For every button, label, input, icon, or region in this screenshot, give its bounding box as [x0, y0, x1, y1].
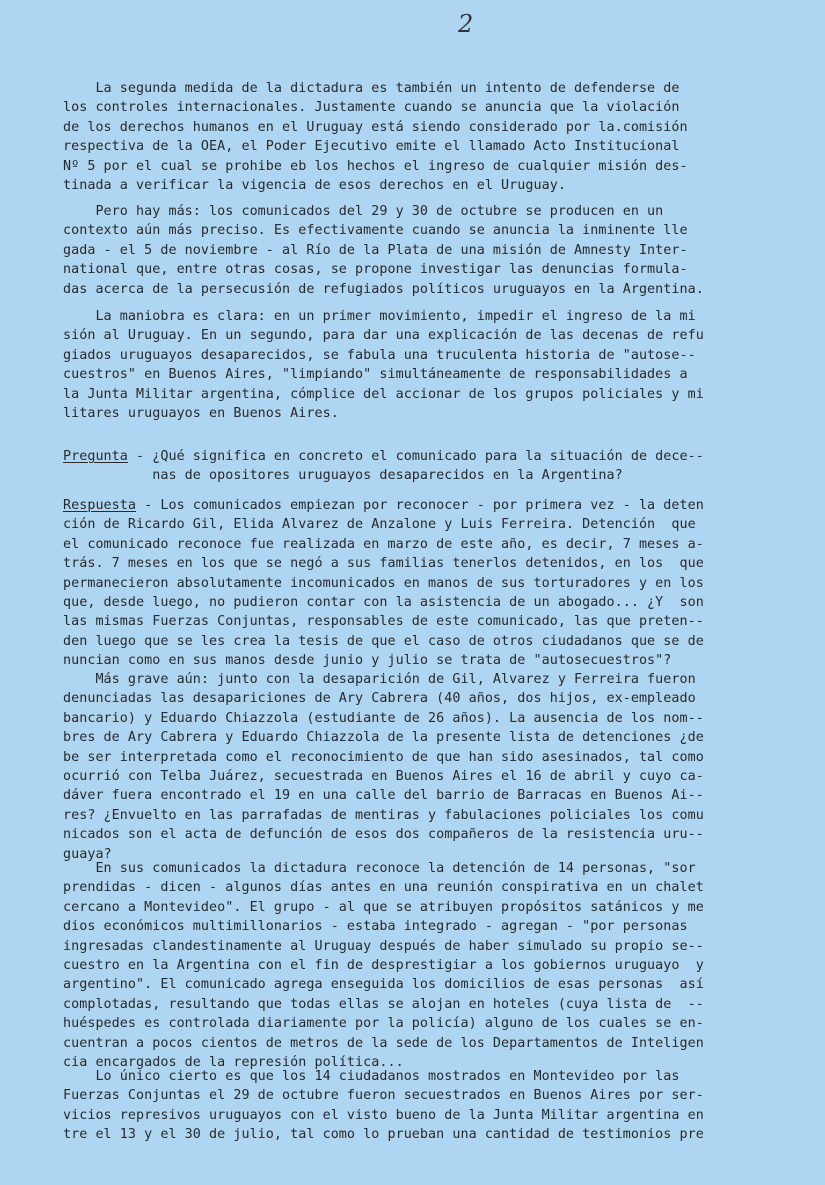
text-line: En sus comunicados la dictadura reconoce la detención de 14 personas, "sor	[63, 861, 696, 876]
text-line: bres de Ary Cabrera y Eduardo Chiazzola de la presente lista de detenciones ¿de	[63, 730, 704, 746]
text-line: la Junta Militar argentina, cómplice del accionar de los grupos policiales y mi	[63, 386, 704, 402]
question-text: - ¿Qué significa en concreto el comunicado para la situación de dece--	[127, 449, 704, 464]
text-line	[63, 447, 783, 466]
text-line: La segunda medida de la dictadura es también un intento de defenderse de	[63, 81, 680, 96]
text-line: national que, entre otras cosas, se propone investigar las denuncias formula-	[63, 262, 688, 278]
text-line: cuestros" en Buenos Aires, "limpiando" simultáneamente de responsabilidades a	[63, 367, 688, 383]
text-line: vicios represivos uruguayos con el visto bueno de la Junta Militar argentina en	[63, 1107, 704, 1123]
text-line: los controles internacionales. Justamente cuando se anuncia que la violación	[63, 100, 680, 116]
text-line: nas de opositores uruguayos desaparecidos en la Argentina?	[63, 468, 623, 484]
text-line: guaya?	[63, 846, 112, 862]
answer-block	[63, 496, 783, 671]
text-line: sión al Uruguay. En un segundo, para dar una explicación de las decenas de refu	[63, 328, 704, 344]
text-line: litares uruguayos en Buenos Aires.	[63, 405, 339, 421]
text-line: prendidas - dicen - algunos días antes en una reunión conspirativa en un chalet	[63, 880, 704, 896]
text-line: bancario) y Eduardo Chiazzola (estudiante de 26 años). La ausencia de los nom--	[63, 710, 704, 726]
paragraph-amnesty-mission	[63, 202, 783, 299]
text-line: cuentran a pocos cientos de metros de la sede de los Departamentos de Inteligen	[63, 1035, 704, 1051]
text-line: La maniobra es clara: en un primer movimiento, impedir el ingreso de la mi	[63, 309, 696, 324]
text-line: el comunicado reconoce fue realizada en marzo de este año, es decir, 7 meses a-	[63, 536, 704, 552]
paragraph-unico-cierto	[63, 1067, 783, 1145]
text-line: das acerca de la persecusión de refugiados políticos uruguayos en la Argentina.	[63, 281, 704, 297]
text-line: Pero hay más: los comunicados del 29 y 30 de octubre se producen en un	[63, 204, 664, 219]
text-line: ocurrió con Telba Juárez, secuestrada en Buenos Aires el 16 de abril y cuyo ca-	[63, 768, 704, 784]
text-line: res? ¿Envuelto en las parrafadas de mentiras y fabulaciones policiales los comu	[63, 807, 704, 823]
answer-label: Respuesta	[63, 498, 137, 513]
text-line	[63, 496, 783, 515]
question-label: Pregunta	[63, 449, 128, 464]
text-line: gada - el 5 de noviembre - al Río de la Plata de una misión de Amnesty Inter-	[63, 242, 688, 258]
text-line: tre el 13 y el 30 de julio, tal como lo prueban una cantidad de testimonios pre	[63, 1127, 704, 1143]
text-line: huéspedes es controlada diariamente por la policía) alguno de los cuales se en-	[63, 1016, 704, 1032]
text-line: ción de Ricardo Gil, Elida Alvarez de Anzalone y Luis Ferreira. Detención que	[63, 517, 696, 533]
text-line: complotadas, resultando que todas ellas se alojan en hoteles (cuya lista de --	[63, 996, 704, 1012]
text-line: trás. 7 meses en los que se negó a sus familias tenerlos detenidos, en los que	[63, 556, 704, 572]
text-line: de los derechos humanos en el Uruguay está siendo considerado por la.comisión	[63, 119, 688, 135]
text-line: ingresadas clandestinamente al Uruguay después de haber simulado su propio se--	[63, 938, 704, 954]
text-line: den luego que se les crea la tesis de que el caso de otros ciudadanos que se de	[63, 633, 704, 649]
text-line: cercano a Montevideo". El grupo - al que se atribuyen propósitos satánicos y me	[63, 899, 704, 915]
text-line: las mismas Fuerzas Conjuntas, responsables de este comunicado, las que preten--	[63, 614, 704, 630]
text-line: cuestro en la Argentina con el fin de desprestigiar a los gobiernos uruguayo y	[63, 957, 704, 973]
paragraph-maniobra	[63, 307, 783, 423]
paragraph-acto-institucional	[63, 79, 783, 195]
text-line: respectiva de la OEA, el Poder Ejecutivo emite el llamado Acto Institucional	[63, 139, 680, 155]
text-line: nuncian como en sus manos desde junio y julio se trata de "autosecuestros"?	[63, 653, 672, 669]
text-line: nicados son el acta de defunción de esos dos compañeros de la resistencia uru--	[63, 827, 704, 843]
answer-text: - Los comunicados empiezan por reconocer - por primera vez - la deten	[136, 498, 704, 513]
text-line: Lo único cierto es que los 14 ciudadanos mostrados en Montevideo por las	[63, 1069, 680, 1084]
page-number: 2	[458, 10, 474, 38]
paragraph-comunicados	[63, 859, 783, 1072]
text-line: contexto aún más preciso. Es efectivamente cuando se anuncia la inminente lle	[63, 223, 688, 239]
text-line: Nº 5 por el cual se prohibe eb los hechos el ingreso de cualquier misión des-	[63, 158, 688, 174]
text-line: giados uruguayos desaparecidos, se fabula una truculenta historia de "autose--	[63, 347, 696, 363]
text-line: argentino". El comunicado agrega enseguida los domicilios de esas personas así	[63, 977, 704, 993]
paragraph-mas-grave	[63, 670, 783, 864]
text-line: permanecieron absolutamente incomunicados en manos de sus torturadores y en los	[63, 575, 704, 591]
text-line: dáver fuera encontrado el 19 en una calle del barrio de Barracas en Buenos Ai--	[63, 788, 704, 804]
text-line: be ser interpretada como el reconocimiento de que han sido asesinados, tal como	[63, 749, 704, 765]
text-line: denunciadas las desapariciones de Ary Cabrera (40 años, dos hijos, ex-empleado	[63, 691, 696, 707]
text-line: Más grave aún: junto con la desaparición de Gil, Alvarez y Ferreira fueron	[63, 672, 696, 687]
text-line: que, desde luego, no pudieron contar con la asistencia de un abogado... ¿Y son	[63, 594, 704, 610]
text-line: Fuerzas Conjuntas el 29 de octubre fueron secuestrados en Buenos Aires por ser-	[63, 1088, 704, 1104]
text-line: dios económicos multimillonarios - estaba integrado - agregan - "por personas	[63, 919, 688, 935]
text-line: tinada a verificar la vigencia de esos derechos en el Uruguay.	[63, 177, 566, 193]
text-line: cia encargados de la represión política...	[63, 1054, 404, 1070]
question-block	[63, 447, 783, 486]
